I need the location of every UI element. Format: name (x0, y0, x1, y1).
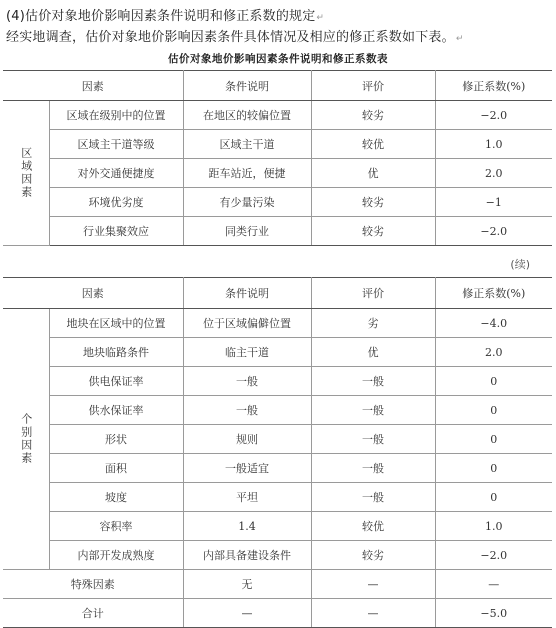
table-row (3, 425, 552, 454)
header-condition: 条件说明 (183, 278, 311, 309)
header-rating: 评价 (311, 278, 435, 309)
table-row (3, 338, 552, 367)
rating-cell: 较劣 (311, 101, 435, 130)
group-label: 区域因素 (3, 101, 49, 246)
rating-cell: 较优 (311, 512, 435, 541)
condition-cell: 距车站近，便捷 (183, 159, 311, 188)
condition-cell: 规则 (183, 425, 311, 454)
coef-cell: −2.0 (435, 217, 552, 246)
rating-cell: 较劣 (311, 188, 435, 217)
coef-cell: 0 (435, 396, 552, 425)
total-rating: — (311, 599, 435, 628)
header-rating: 评价 (311, 71, 435, 101)
rating-cell: 优 (311, 159, 435, 188)
factor-cell: 对外交通便捷度 (49, 159, 183, 188)
table-row (3, 454, 552, 483)
section-intro: 经实地调查，估价对象地价影响因素条件具体情况及相应的修正系数如下表。↵ (6, 30, 464, 45)
coef-cell: 1.0 (435, 130, 552, 159)
factor-cell: 地块在区域中的位置 (49, 309, 183, 338)
factor-cell: 坡度 (49, 483, 183, 512)
condition-cell: 位于区域偏僻位置 (183, 309, 311, 338)
factor-cell: 行业集聚效应 (49, 217, 183, 246)
table-caption: 估价对象地价影响因素条件说明和修正系数表 (168, 53, 388, 65)
factor-cell: 区域主干道等级 (49, 130, 183, 159)
coef-cell: 1.0 (435, 512, 552, 541)
special-rating: — (311, 570, 435, 599)
coef-cell: 2.0 (435, 159, 552, 188)
condition-cell: 1.4 (183, 512, 311, 541)
factor-cell: 地块临路条件 (49, 338, 183, 367)
continued-label: (续) (510, 258, 530, 271)
factor-cell: 面积 (49, 454, 183, 483)
table-row (3, 217, 552, 246)
factor-cell: 环境优劣度 (49, 188, 183, 217)
rating-cell: 较劣 (311, 217, 435, 246)
condition-cell: 一般 (183, 367, 311, 396)
condition-cell: 在地区的较偏位置 (183, 101, 311, 130)
coef-cell: 0 (435, 483, 552, 512)
rating-cell: 优 (311, 338, 435, 367)
paragraph-mark-icon: ↵ (455, 34, 464, 44)
coef-cell: 0 (435, 454, 552, 483)
condition-cell: 一般 (183, 396, 311, 425)
table-row (3, 188, 552, 217)
table-header-row (3, 71, 552, 101)
rating-cell: 一般 (311, 454, 435, 483)
factor-cell: 形状 (49, 425, 183, 454)
table-row (3, 512, 552, 541)
total-condition: — (183, 599, 311, 628)
factor-cell: 容积率 (49, 512, 183, 541)
rating-cell: 一般 (311, 396, 435, 425)
condition-cell: 临主干道 (183, 338, 311, 367)
regional-factors-table (3, 70, 552, 246)
special-row (3, 570, 552, 599)
rating-cell: 较优 (311, 130, 435, 159)
special-factor: 特殊因素 (3, 570, 183, 599)
table-row (3, 483, 552, 512)
condition-cell: 区域主干道 (183, 130, 311, 159)
coef-cell: 0 (435, 367, 552, 396)
total-coef: −5.0 (435, 599, 552, 628)
factor-cell: 供电保证率 (49, 367, 183, 396)
table-row (3, 367, 552, 396)
table-row (3, 159, 552, 188)
section-heading: (4)估价对象地价影响因素条件说明和修正系数的规定↵ (6, 9, 325, 24)
table-row (3, 101, 552, 130)
factor-cell: 供水保证率 (49, 396, 183, 425)
coef-cell: −2.0 (435, 101, 552, 130)
paragraph-mark-icon: ↵ (316, 13, 325, 23)
factor-cell: 区域在级别中的位置 (49, 101, 183, 130)
table-row (3, 309, 552, 338)
header-condition: 条件说明 (183, 71, 311, 101)
condition-cell: 同类行业 (183, 217, 311, 246)
table-header-row (3, 278, 552, 309)
rating-cell: 一般 (311, 425, 435, 454)
table-row (3, 130, 552, 159)
condition-cell: 一般适宜 (183, 454, 311, 483)
condition-cell: 内部具备建设条件 (183, 541, 311, 570)
header-coef: 修正系数(%) (435, 71, 552, 101)
coef-cell: −4.0 (435, 309, 552, 338)
header-factor: 因素 (3, 278, 183, 309)
table-row (3, 396, 552, 425)
coef-cell: −1 (435, 188, 552, 217)
total-row (3, 599, 552, 628)
factor-cell: 内部开发成熟度 (49, 541, 183, 570)
table-row (3, 541, 552, 570)
special-coef: — (435, 570, 552, 599)
header-factor: 因素 (3, 71, 183, 101)
header-coef: 修正系数(%) (435, 278, 552, 309)
rating-cell: 劣 (311, 309, 435, 338)
coef-cell: 0 (435, 425, 552, 454)
coef-cell: 2.0 (435, 338, 552, 367)
condition-cell: 平坦 (183, 483, 311, 512)
total-factor: 合计 (3, 599, 183, 628)
rating-cell: 一般 (311, 367, 435, 396)
individual-factors-table (3, 277, 552, 628)
condition-cell: 有少量污染 (183, 188, 311, 217)
special-condition: 无 (183, 570, 311, 599)
rating-cell: 较劣 (311, 541, 435, 570)
rating-cell: 一般 (311, 483, 435, 512)
group-label: 个别因素 (3, 309, 49, 570)
coef-cell: −2.0 (435, 541, 552, 570)
